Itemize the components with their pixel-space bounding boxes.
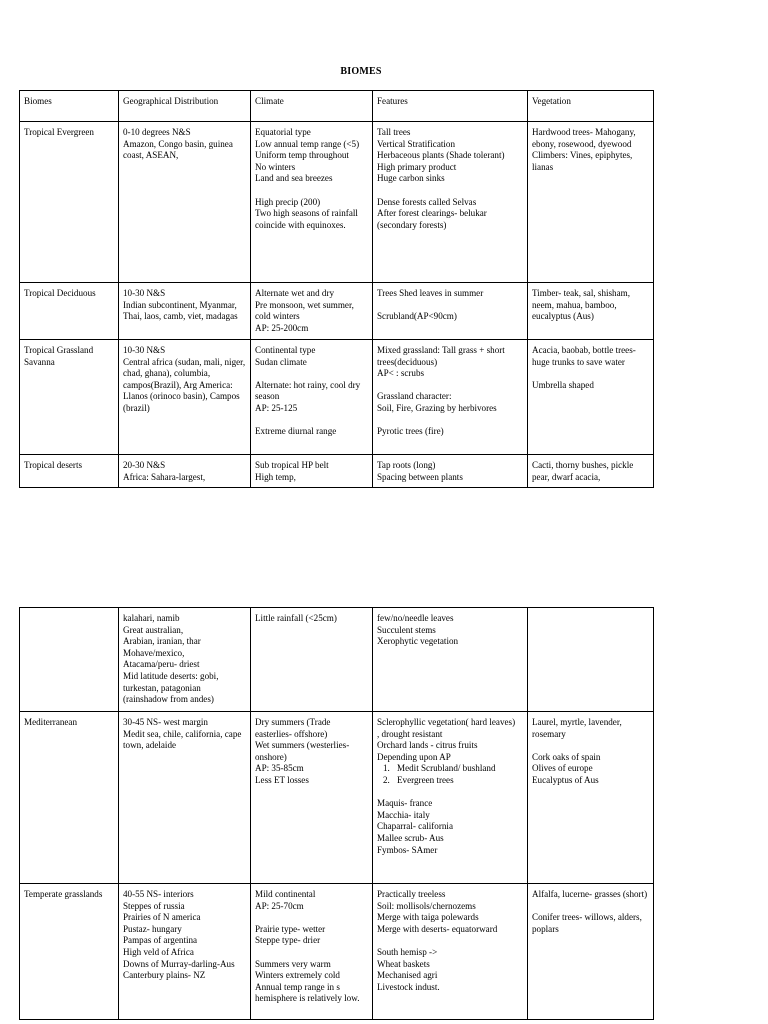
- cell-line: Wheat baskets: [377, 958, 430, 969]
- cell-line: 0-10 degrees N&S: [123, 127, 191, 137]
- biomes-table-part-2: [19, 607, 654, 1020]
- cell-line: Mild continental: [255, 889, 316, 899]
- list-item-text: Medit Scrubland/ bushland: [397, 763, 496, 774]
- header-cell-biomes: Biomes: [20, 91, 119, 122]
- list-item-text: Evergreen trees: [397, 774, 454, 785]
- cell-line: Umbrella shaped: [532, 379, 594, 390]
- cell-line: Trees Shed leaves in summer: [377, 288, 484, 298]
- cell-line: Indian subcontinent, Myanmar, Thai, laos, camb, viet, madagas: [123, 299, 238, 322]
- cell-line: High precip (200): [255, 196, 321, 207]
- table-cell: [251, 455, 373, 488]
- cell-line: AP: 25-125: [255, 402, 298, 413]
- table-cell: [528, 712, 654, 884]
- cell-line: 40-55 NS- interiors: [123, 889, 194, 899]
- table-cell: [251, 340, 373, 455]
- table-row: [20, 884, 654, 1020]
- cell-line: Amazon, Congo basin, guinea coast, ASEAN,: [123, 138, 233, 161]
- table-cell: [20, 884, 119, 1020]
- cell-line: 10-30 N&S: [123, 288, 166, 298]
- cell-line: Dense forests called Selvas: [377, 196, 477, 207]
- cell-line: High temp,: [255, 471, 296, 482]
- table-cell: [373, 283, 528, 340]
- table-cell: [251, 122, 373, 283]
- cell-line: Mediterranean: [24, 717, 78, 727]
- cell-line: Two high seasons of rainfall coincide with equinoxes.: [255, 208, 358, 230]
- cell-line: Annual temp range in s hemisphere is relatively low.: [255, 981, 360, 1004]
- table-cell: [119, 884, 251, 1020]
- table-cell: [20, 455, 119, 488]
- cell-line: [532, 368, 649, 380]
- table-cell: [251, 884, 373, 1020]
- cell-line: Depending upon AP: [377, 751, 451, 762]
- cell-line: Soil, Fire, Grazing by herbivores: [377, 402, 497, 413]
- cell-line: Scrubland(AP<90cm): [377, 311, 457, 322]
- table-row: [20, 122, 654, 283]
- cell-line: Mohave/mexico,: [123, 647, 185, 658]
- cell-line: Livestock indust.: [377, 981, 440, 992]
- cell-line: Steppe type- drier: [255, 935, 321, 946]
- cell-line: Winters extremely cold: [255, 970, 340, 981]
- header-cell-geographical-distribution: Geographical Distribution: [119, 91, 251, 122]
- cell-line: , drought resistant: [377, 728, 443, 739]
- cell-line: Tropical Deciduous: [24, 288, 96, 298]
- cell-line: Soil: mollisols/chernozems: [377, 900, 476, 911]
- cell-line: Vertical Stratification: [377, 138, 456, 149]
- cell-line: Pre monsoon, wet summer, cold winters: [255, 299, 354, 322]
- cell-line: Low annual temp range (<5): [255, 138, 360, 149]
- cell-line: Extreme diurnal range: [255, 426, 337, 437]
- cell-line: Pustaz- hungary: [123, 923, 182, 934]
- cell-line: Great australian,: [123, 624, 184, 635]
- cell-line: Succulent stems: [377, 624, 436, 635]
- cell-line: Climbers: Vines, epiphytes, lianas: [532, 150, 633, 172]
- table-cell: [119, 608, 251, 712]
- table-cell: [20, 122, 119, 283]
- cell-line: AP< : scrubs: [377, 368, 425, 379]
- table-cell: [119, 712, 251, 884]
- biomes-table-part-1: [19, 90, 654, 488]
- cell-line: Chaparral- california: [377, 821, 453, 832]
- table-cell: [373, 608, 528, 712]
- cell-line: Equatorial type: [255, 127, 311, 137]
- cell-line: Sclerophyllic vegetation( hard leaves): [377, 717, 516, 727]
- cell-line: Merge with deserts- equatorward: [377, 923, 498, 934]
- cell-line: Spacing between plants: [377, 471, 463, 482]
- cell-line: Alfalfa, lucerne- grasses (short): [532, 889, 648, 899]
- cell-line: [377, 787, 523, 799]
- header-cell-features: Features: [373, 91, 528, 122]
- cell-line: Atacama/peru- driest: [123, 659, 200, 670]
- cell-line: Laurel, myrtle, lavender, rosemary: [532, 717, 622, 739]
- table-cell: [373, 712, 528, 884]
- cell-line: High primary product: [377, 161, 457, 172]
- list-number: 2.: [383, 774, 390, 785]
- cell-line: Sub tropical HP belt: [255, 460, 329, 470]
- cell-line: Sudan climate: [255, 356, 307, 367]
- table-row: [20, 340, 654, 455]
- table-cell: [20, 283, 119, 340]
- cell-line: Herbaceous plants (Shade tolerant): [377, 150, 505, 161]
- table-row: [20, 608, 654, 712]
- table-cell: [528, 608, 654, 712]
- cell-line: Summers very warm: [255, 958, 331, 969]
- table-cell: [251, 608, 373, 712]
- cell-line: Steppes of russia: [123, 900, 185, 911]
- header-cell-climate: Climate: [251, 91, 373, 122]
- cell-line: Tropical Grassland Savanna: [24, 345, 94, 367]
- cell-line: [255, 185, 368, 197]
- cell-line: Olives of europe: [532, 763, 593, 774]
- cell-line: Cork oaks of spain: [532, 751, 601, 762]
- cell-line: Pyrotic trees (fire): [377, 426, 444, 437]
- cell-line: Africa: Sahara-largest,: [123, 471, 206, 482]
- cell-line: Arabian, iranian, thar: [123, 636, 201, 647]
- table-cell: [119, 455, 251, 488]
- cell-line: [377, 763, 523, 775]
- cell-line: Alternate: hot rainy, cool dry season: [255, 379, 361, 402]
- cell-line: Prairies of N america: [123, 912, 201, 923]
- cell-line: After forest clearings- belukar (secondary forests): [377, 208, 487, 230]
- cell-line: South hemisp ->: [377, 946, 438, 957]
- cell-line: Eucalyptus of Aus: [532, 774, 599, 785]
- cell-line: Conifer trees- willows, alders, poplars: [532, 912, 642, 934]
- table-row: [20, 283, 654, 340]
- cell-line: Cacti, thorny bushes, pickle pear, dwarf acacia,: [532, 460, 634, 482]
- cell-line: [255, 368, 368, 380]
- cell-line: [255, 947, 368, 959]
- table-cell: [251, 712, 373, 884]
- cell-line: [377, 775, 523, 787]
- cell-line: Timber- teak, sal, shisham, neem, mahua, bamboo, eucalyptus (Aus): [532, 288, 630, 322]
- cell-line: High veld of Africa: [123, 946, 194, 957]
- cell-line: [255, 912, 368, 924]
- cell-line: Uniform temp throughout: [255, 150, 349, 161]
- cell-line: Tropical Evergreen: [24, 127, 94, 137]
- table-row: [20, 455, 654, 488]
- cell-line: AP: 25-70cm: [255, 900, 304, 911]
- table-cell: [373, 340, 528, 455]
- cell-line: AP: 25-200cm: [255, 322, 309, 333]
- cell-line: Practically treeless: [377, 889, 446, 899]
- cell-line: Fymbos- SAmer: [377, 844, 438, 855]
- table-cell: [528, 122, 654, 283]
- cell-line: Tall trees: [377, 127, 411, 137]
- table-cell: [20, 712, 119, 884]
- table-cell: [373, 455, 528, 488]
- cell-line: Wet summers (westerlies-onshore): [255, 740, 350, 762]
- cell-line: Less ET losses: [255, 774, 309, 785]
- document-title: BIOMES: [340, 66, 382, 77]
- list-number: 1.: [383, 763, 390, 774]
- table-cell: [528, 340, 654, 455]
- table-cell: [119, 122, 251, 283]
- header-cell-vegetation: Vegetation: [528, 91, 654, 122]
- cell-line: kalahari, namib: [123, 613, 180, 623]
- cell-line: Hardwood trees- Mahogany, ebony, rosewood, dyewood: [532, 127, 636, 149]
- cell-line: few/no/needle leaves: [377, 613, 454, 623]
- cell-line: 10-30 N&S: [123, 345, 166, 355]
- cell-line: Mixed grassland: Tall grass + short trees(deciduous): [377, 345, 505, 367]
- cell-line: Temperate grasslands: [24, 889, 103, 899]
- cell-line: Alternate wet and dry: [255, 288, 335, 298]
- table-cell: [373, 884, 528, 1020]
- table-cell: [528, 884, 654, 1020]
- cell-line: Downs of Murray-darling-Aus: [123, 958, 235, 969]
- table-cell: [119, 340, 251, 455]
- cell-line: [377, 935, 523, 947]
- cell-line: 20-30 N&S: [123, 460, 166, 470]
- cell-line: [377, 185, 523, 197]
- cell-line: Medit sea, chile, california, cape town, adelaide: [123, 728, 242, 751]
- cell-line: [532, 901, 649, 913]
- cell-line: 30-45 NS- west margin: [123, 717, 208, 727]
- cell-line: Tropical deserts: [24, 460, 83, 470]
- cell-line: Mid latitude deserts: gobi, turkestan, patagonian (rainshadow from andes): [123, 670, 219, 705]
- cell-line: [532, 740, 649, 752]
- cell-line: Xerophytic vegetation: [377, 636, 459, 647]
- table-cell: [251, 283, 373, 340]
- cell-line: Orchard lands - citrus fruits: [377, 740, 478, 751]
- cell-line: Mallee scrub- Aus: [377, 832, 444, 843]
- cell-line: Pampas of argentina: [123, 935, 198, 946]
- cell-line: Canterbury plains- NZ: [123, 970, 206, 981]
- cell-line: Land and sea breezes: [255, 173, 333, 184]
- cell-line: Merge with taiga polewards: [377, 912, 479, 923]
- table-cell: [373, 122, 528, 283]
- cell-line: [377, 415, 523, 427]
- cell-line: [377, 380, 523, 392]
- cell-line: Tap roots (long): [377, 460, 436, 470]
- table-cell: [20, 608, 119, 712]
- cell-line: [255, 415, 368, 427]
- cell-line: Mechanised agri: [377, 970, 438, 981]
- table-cell: [528, 455, 654, 488]
- cell-line: AP: 35-85cm: [255, 763, 304, 774]
- cell-line: Grassland character:: [377, 391, 452, 402]
- cell-line: Little rainfall (<25cm): [255, 613, 337, 623]
- cell-line: Macchia- italy: [377, 809, 430, 820]
- table-cell: [528, 283, 654, 340]
- cell-line: Maquis- france: [377, 798, 433, 809]
- cell-line: Central africa (sudan, mali, niger, chad, ghana), columbia, campos(Brazil), Arg America: Llanos (orinoco basin), Campos (brazil): [123, 356, 246, 413]
- table-cell: [119, 283, 251, 340]
- cell-line: No winters: [255, 161, 296, 172]
- cell-line: Acacia, baobab, bottle trees- huge trunks to save water: [532, 345, 636, 367]
- cell-line: Continental type: [255, 345, 316, 355]
- table-header-row: [20, 91, 654, 122]
- cell-line: Huge carbon sinks: [377, 173, 445, 184]
- table-row: [20, 712, 654, 884]
- cell-line: Dry summers (Trade easterlies- offshore): [255, 717, 331, 739]
- cell-line: [377, 300, 523, 312]
- cell-line: Prairie type- wetter: [255, 923, 326, 934]
- table-cell: [20, 340, 119, 455]
